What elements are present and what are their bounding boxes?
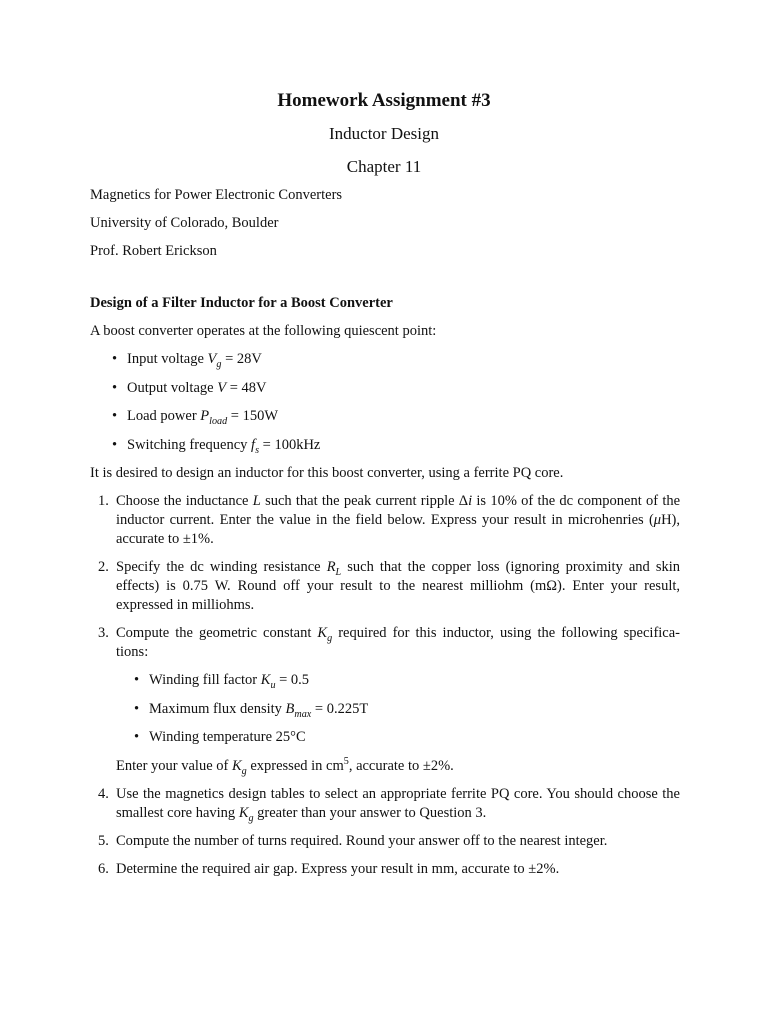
design-goal: It is desired to design an inductor for this boost converter, using a ferrite PQ core. [90,465,564,481]
chapter-label: Chapter 11 [346,157,422,176]
question-3: 3. Compute the geometric constant $K_g$ required for this inductor, using the following specifica-tions: • Winding fill factor $K_u = 0.5$ • Maximum flux density $B_{max} = 0.225T$ • Winding temperature 25°C Enter your value of $K_g$ expressed in $cm^5$, accurate to ±2%. [90,624,680,776]
param-load-power: • Load power $P_{load} = 150W$ [112,407,680,426]
section-intro: A boost converter operates at the following quiescent point: [90,323,437,339]
question-2: 2. Specify the dc winding resistance $R_L$ such that the copper loss (ignoring proximity and skin effects) is 0.75 W. Round off your result to the nearest milliohm (mΩ). Enter your result, expressed in milliohms. [98,559,681,613]
question-4: 4. Use the magnetics design tables to select an appropriate ferrite PQ core. You should choose the smallest core having $K_g$ greater than your answer to Question 3. [98,785,680,824]
document-title: Homework Assignment #3 [277,90,491,111]
question-list [90,492,680,879]
professor-name: Prof. Robert Erickson [90,243,217,259]
param-input-voltage: • Input voltage $V_g = 28V$ [112,350,680,369]
course-name: Magnetics for Power Electronic Converters [90,187,343,203]
param-output-voltage: • Output voltage V = 48V [112,379,680,398]
question-5: 5. Compute the number of turns required. Round your answer off to the nearest integer. [98,832,608,849]
spec-fill-factor: • Winding fill factor $K_u = 0.5$ [134,671,680,690]
section-title: Design of a Filter Inductor for a Boost Converter [90,295,393,311]
spec-flux-density: • Maximum flux density $B_{max} = 0.225T$ [134,700,680,719]
specification-list [116,671,680,747]
assignment-body [90,294,680,888]
question-6: 6. Determine the required air gap. Express your result in mm, accurate to ±2%. [98,860,560,877]
question-3-entry: Enter your value of $K_g$ expressed in $cm^5$, accurate to ±2%. [116,755,454,777]
spec-winding-temperature: • Winding temperature 25°C [134,728,680,747]
question-1: 1. Choose the inductance L such that the peak current ripple Δi is 10% of the dc component of the inductor current. Enter the value in the field below. Express your result in microhenries (μH), accurate to ±1%. [98,493,681,547]
param-switching-frequency: • Switching frequency $f_s = 100kHz$ [112,436,680,455]
university-name: University of Colorado, Boulder [90,215,279,231]
document-subtitle: Inductor Design [328,124,439,143]
operating-point-list [90,350,680,455]
